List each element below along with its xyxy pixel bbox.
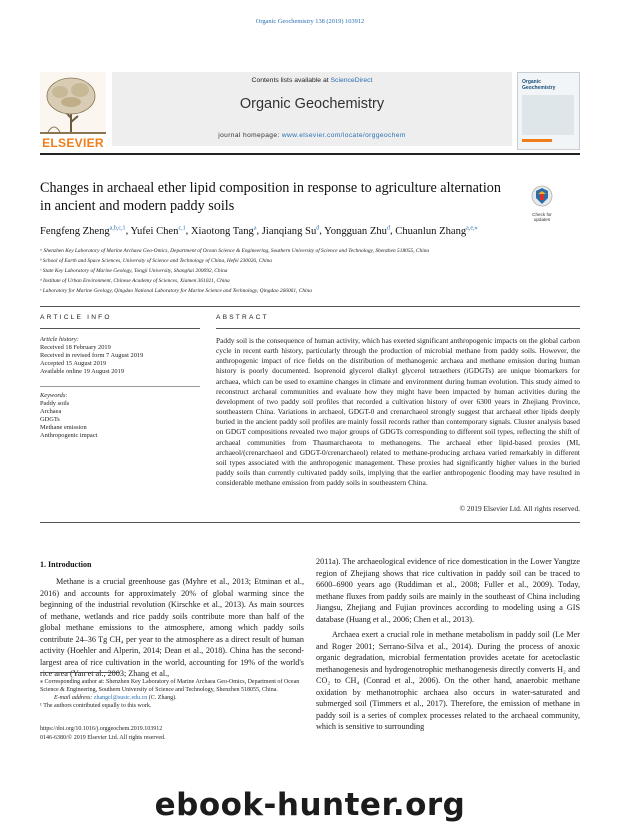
keyword: Anthropogenic impact — [40, 432, 98, 439]
author[interactable]: Xiaotong Tang$^a$ — [190, 225, 257, 237]
affiliation: ᵇ School of Earth and Space Sciences, University of Science and Technology of China, Hefei 230026, China — [40, 258, 272, 264]
keyword: Archaea — [40, 408, 62, 415]
keyword: Paddy soils — [40, 400, 70, 407]
journal-title: Organic Geochemistry — [239, 96, 385, 112]
paragraph: Methane is a crucial greenhouse gas (Myhre et al., 2013; Etminan et al., 2016) and accounts for approximately 20% of global warming since the beginning of the industrial revolution (Kirschke et al., 2013). As main sources of methane, wetlands and rice paddy soils contribute more than half of the global methane emissions to the atmosphere, among which paddy soils contribute 24–36 Tg CH₄ per year to the atmosphere as a direct result of human activity (Hoehler and Alperin, 2014; Dean et al., 2018). China has the second-largest area of rice cultivation in the world, accounting for 19% of the world's rice area (Yan et al., 2003; Zhang et al., — [40, 577, 304, 678]
history-item: Received in revised form 7 August 2019 — [40, 352, 144, 359]
homepage-link[interactable]: www.elsevier.com/locate/orggeochem — [281, 132, 406, 139]
info-rule-left — [40, 328, 200, 329]
keyword: Methane emission — [40, 424, 87, 431]
sciencedirect-link[interactable]: ScienceDirect — [330, 77, 373, 84]
info-divider — [40, 386, 200, 387]
journal-homepage: journal homepage: www.elsevier.com/locate/orggeochem — [218, 132, 406, 139]
keyword: GDGTs — [40, 416, 60, 423]
affiliation: ᶜ State Key Laboratory of Marine Geology, Tongji University, Shanghai 200092, China — [40, 268, 228, 274]
watermark-text: ebook-hunter.org — [154, 787, 466, 823]
history-label: Article history: — [40, 336, 79, 343]
header-rule — [40, 153, 580, 155]
author[interactable]: Yufei Chen$^{c,1}$ — [130, 225, 186, 237]
author[interactable]: Fengfeng Zheng$^{a,b,c,1}$ — [40, 225, 126, 237]
footnote-rule — [40, 672, 120, 673]
article-info-heading: ARTICLE INFO — [40, 314, 112, 321]
check-updates-icon — [527, 185, 557, 207]
affiliation: ᵃ Shenzhen Key Laboratory of Marine Archaea Geo-Omics, Department of Ocean Science & Engineering, Southern University of Science and Technology, Shenzhen 518055, China — [40, 248, 430, 254]
section-heading: 1. Introduction — [40, 560, 92, 569]
intro-right-column — [316, 556, 580, 733]
footnotes — [40, 678, 304, 710]
check-updates-line-2: updates — [533, 217, 551, 223]
author[interactable]: Jianqiang Su$^d$ — [261, 225, 320, 237]
journal-cover-thumbnail — [517, 72, 580, 150]
contents-line: Contents lists available at ScienceDirect — [251, 77, 373, 84]
article-history — [40, 336, 200, 376]
history-item: Available online 19 August 2019 — [40, 368, 125, 375]
info-rule-top — [40, 306, 580, 307]
author-list: Fengfeng Zheng$^{a,b,c,1}$, Yufei Chen$^{c,1}$, Xiaotong Tang$^a$, Jianqiang Su$^d$, Yongguan Zhu$^d$, Chuanlun Zhang$^{a,e,⁎}$ — [40, 225, 478, 237]
issn-line: 0146-6380/© 2019 Elsevier Ltd. All rights reserved. — [40, 735, 166, 741]
equal-contribution-note: ¹ The authors contributed equally to this work. — [40, 703, 152, 709]
abstract-heading: ABSTRACT — [216, 314, 269, 321]
article-title: Changes in archaeal ether lipid composition in response to agriculture alternation in ancient and modern paddy soils — [40, 180, 501, 214]
cover-title: Organic Geochemistry — [522, 79, 556, 91]
author[interactable]: Chuanlun Zhang$^{a,e,⁎}$ — [395, 225, 478, 237]
abstract-copyright: © 2019 Elsevier Ltd. All rights reserved. — [459, 504, 580, 513]
affiliation: ᵉ Laboratory for Marine Geology, Qingdao National Laboratory for Marine Science and Technology, Qingdao 266061, China — [40, 288, 312, 294]
email-link[interactable]: zhangcl@sustc.edu.cn — [93, 695, 148, 701]
publisher-name: ELSEVIER — [42, 136, 104, 150]
corresponding-author-note: ⁎ Corresponding author at: Shenzhen Key Laboratory of Marine Archaea Geo-Omics, Department of Ocean Science & Engineering, Southern University of Science and Technology, Shenzhen 518055, China. — [40, 679, 300, 693]
paragraph: 2011a). The archaeological evidence of rice domestication in the Lower Yangtze region of Zhejiang shows that rice cultivation in paddy soil can be traced to 6600–6900 years ago (Ruddiman et al., 2008; Fuller et al., 2009). Today, methane fluxes from paddy soils are mainly in the southeast of China including Jiangsu, Zhejiang and Fujian provinces according to modeling using a GIS database (Huang et al., 2006; Chen et al., 2013). — [316, 557, 580, 624]
info-rule-right — [216, 328, 580, 329]
history-item: Accepted 15 August 2019 — [40, 360, 107, 367]
journal-reference[interactable]: Organic Geochemistry 138 (2019) 103912 — [255, 18, 365, 25]
doi-link[interactable]: https://doi.org/10.1016/j.orggeochem.2019.103912 — [40, 726, 163, 732]
keywords — [40, 392, 200, 440]
email-note: E-mail address: zhangcl@sustc.edu.cn (C. Zhang). — [54, 695, 177, 701]
author[interactable]: Yongguan Zhu$^d$ — [324, 225, 390, 237]
intro-left-column — [40, 576, 304, 680]
abstract-text: Paddy soil is the consequence of human activity, which has exerted significant anthropogenic impacts on the global carbon cycle in recent earth history, particularly through the production of microbial methane from paddy soils. However, the anthropogenic impact of rice fields on the distribution of methanogenic archaea and methane emission during human history is poorly documented. Isoprenoid glycerol dialkyl glycerol tetraethers (iGDGTs) are unique biomarkers for archaea, which can be used to examine changes in climate and environment during human evolution. This study aimed to reconstruct archaeal communities and evaluate how they might have been impacted by human activities during the development of two paddy soil profiles that recorded a cultivation history of over 6300 years in Zhejiang Province, southeastern China. Variations in archaeol, GDGT-0 and crenarchaeol strongly suggest that archaeal ether lipids deeply buried in the ancient paddy soil profiles are mainly fossil records rather than contemporary signals. Cluster analysis based on GDGT compositions revealed two major groups of GDGTs corresponding to different soil types, reflecting the shift of archaeal communities from Thaumarchaeota to methanogens. The archaeal ether lipid-based proxies (MI, archaeol/(crenarchaeol and GDGT-0/crenarchaeol) related to methane-producing archaea varied remarkably in different soil types associated with the anthropogenic management. These proxies had significantly higher values in the buried paddy soils than currently cultivated paddy soils, implying that the earlier anthropogenic flooding may have resulted in considerable methane emission from paddy soils in southeastern China. — [216, 336, 580, 488]
abstract-rule-bottom — [40, 522, 580, 523]
keywords-label: Keywords: — [40, 392, 68, 399]
check-for-updates-badge[interactable] — [527, 185, 557, 223]
affiliations — [40, 246, 600, 296]
history-item: Received 18 February 2019 — [40, 344, 111, 351]
check-updates-line-1: Check for — [532, 212, 552, 217]
paragraph: Archaea exert a crucial role in methane metabolism in paddy soil (Le Mer and Roger 2001; Serrano-Silva et al., 2014). During the process of anoxic organic degradation, microbial fermentation provides acetate for acetoclastic methanogenesis and hydrogenotrophic methanogenesis directly converts H₂ and CO₂ to CH₄ (Conrad et al., 2006). On the other hand, anaerobic methane oxidation by methanotrophic archaea also occurs in water-saturated and submerged soil (Timmers et al., 2017). Therefore, the emission of methane in paddy soil is a series of complex processes related to the archaeal community, which is sensitive to surrounding — [316, 630, 580, 731]
affiliation: ᵈ Institute of Urban Environment, Chinese Academy of Sciences, Xiamen 361021, China — [40, 278, 230, 284]
